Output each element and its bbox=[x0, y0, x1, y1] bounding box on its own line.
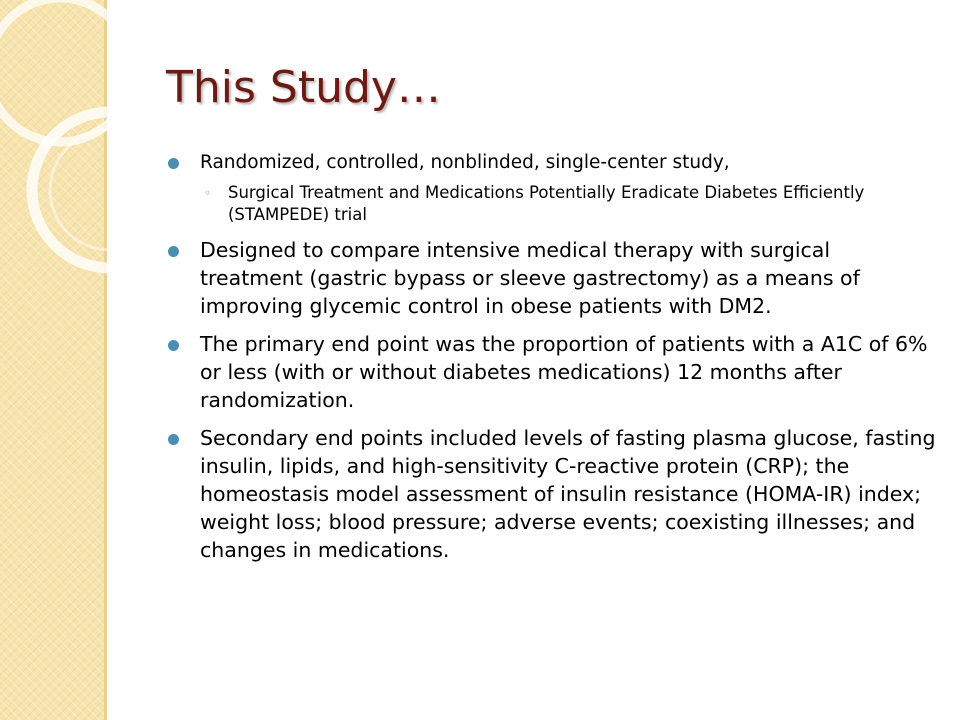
bullet-dot-icon bbox=[168, 340, 179, 351]
sub-bullet-list bbox=[200, 182, 936, 226]
bullet-text: Secondary end points included levels of fasting plasma glucose, fasting insulin, lipids, and high-sensitivity C-reactive protein (CRP); the homeostasis model assessment of insulin resistance (HOMA-IR) index; weight loss; blood pressure; adverse events; coexisting illnesses; and changes in medications. bbox=[200, 426, 936, 562]
bullet-item bbox=[166, 330, 936, 414]
bullet-text: The primary end point was the proportion of patients with a A1C of 6% or less (with or without diabetes medications) 12 months after randomization. bbox=[200, 332, 928, 412]
decorative-rings-icon bbox=[0, 0, 140, 330]
slide-title: This Study… bbox=[166, 62, 441, 113]
sub-bullet-text: Surgical Treatment and Medications Potentially Eradicate Diabetes Efficiently (STAMPEDE) trial bbox=[228, 183, 865, 224]
bullet-item bbox=[166, 424, 936, 564]
bullet-text: Designed to compare intensive medical therapy with surgical treatment (gastric bypass or sleeve gastrectomy) as a means of improving glycemic control in obese patients with DM2. bbox=[200, 238, 860, 318]
bullet-list bbox=[166, 150, 936, 564]
sub-bullet-item bbox=[200, 182, 936, 226]
bullet-item bbox=[166, 236, 936, 320]
bullet-item bbox=[166, 150, 936, 226]
ring-bullet-icon: ◦ bbox=[204, 186, 212, 200]
bullet-dot-icon bbox=[168, 434, 179, 445]
bullet-dot-icon bbox=[168, 158, 179, 169]
slide-body bbox=[166, 150, 936, 574]
bullet-dot-icon bbox=[168, 246, 179, 257]
bullet-text: Randomized, controlled, nonblinded, single-center study, bbox=[200, 152, 730, 173]
